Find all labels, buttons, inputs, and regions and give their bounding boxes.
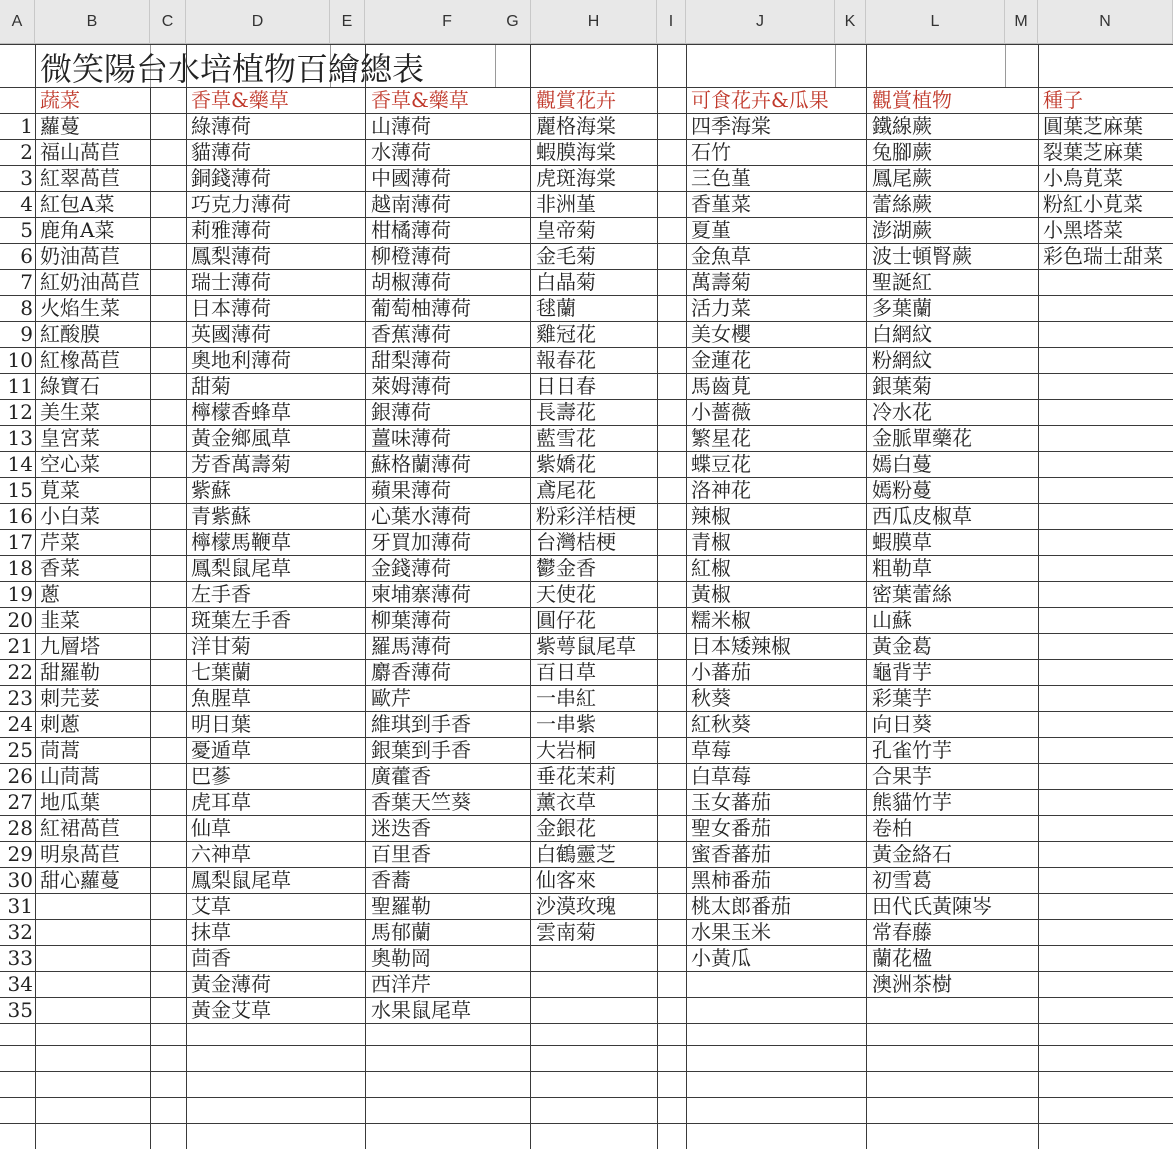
plant-cell[interactable]: 鳶尾花 (536, 478, 596, 502)
plant-cell[interactable]: 麝香薄荷 (371, 660, 451, 684)
plant-cell[interactable]: 合果芋 (872, 764, 932, 788)
plant-cell[interactable]: 柬埔寨薄荷 (371, 582, 471, 606)
row-divider (0, 945, 1173, 946)
plant-cell[interactable]: 芳香萬壽菊 (191, 452, 291, 476)
plant-cell[interactable]: 紫萼鼠尾草 (536, 634, 636, 658)
plant-cell[interactable]: 白鶴靈芝 (536, 842, 616, 866)
plant-cell[interactable]: 聖羅勒 (371, 894, 431, 918)
plant-cell[interactable]: 百日草 (536, 660, 596, 684)
plant-cell[interactable]: 維琪到手香 (371, 712, 471, 736)
column-divider (866, 44, 867, 1149)
plant-cell[interactable]: 奧地利薄荷 (191, 348, 291, 372)
row-divider (0, 1097, 1173, 1098)
row-number: 7 (20, 270, 33, 294)
row-number: 35 (7, 998, 33, 1022)
row-number: 24 (7, 712, 33, 736)
plant-cell[interactable]: 小黑塔菜 (1043, 218, 1123, 242)
plant-cell[interactable]: 繁星花 (691, 426, 751, 450)
plant-cell[interactable]: 熊貓竹芋 (872, 790, 952, 814)
plant-cell[interactable]: 皇帝菊 (536, 218, 596, 242)
row-number: 13 (7, 426, 33, 450)
column-divider (365, 44, 366, 1149)
row-number: 16 (7, 504, 33, 528)
plant-cell[interactable]: 水薄荷 (371, 140, 431, 164)
plant-cell[interactable]: 歐芹 (371, 686, 411, 710)
plant-cell[interactable]: 紫蘇 (191, 478, 231, 502)
category-header[interactable]: 觀賞花卉 (536, 88, 616, 112)
plant-cell[interactable]: 蜜香蕃茄 (691, 842, 771, 866)
plant-cell[interactable]: 虎斑海棠 (536, 166, 616, 190)
plant-cell[interactable]: 圓仔花 (536, 608, 596, 632)
plant-cell[interactable]: 蝦膜海棠 (536, 140, 616, 164)
plant-cell[interactable]: 黃金艾草 (191, 998, 271, 1022)
plant-cell[interactable]: 莧菜 (40, 478, 80, 502)
row-number: 12 (7, 400, 33, 424)
plant-cell[interactable]: 玉女蕃茄 (691, 790, 771, 814)
plant-cell[interactable]: 圓葉芝麻葉 (1043, 114, 1143, 138)
plant-cell[interactable]: 綠薄荷 (191, 114, 251, 138)
row-number: 19 (7, 582, 33, 606)
plant-cell[interactable]: 紅酸膜 (40, 322, 100, 346)
plant-cell[interactable]: 福山萵苣 (40, 140, 120, 164)
plant-cell[interactable]: 虎耳草 (191, 790, 251, 814)
plant-cell[interactable]: 西瓜皮椒草 (872, 504, 972, 528)
row-number: 26 (7, 764, 33, 788)
column-header-i[interactable]: I (657, 0, 686, 44)
plant-cell[interactable]: 金毛菊 (536, 244, 596, 268)
row-number: 14 (7, 452, 33, 476)
plant-cell[interactable]: 越南薄荷 (371, 192, 451, 216)
plant-cell[interactable]: 裂葉芝麻葉 (1043, 140, 1143, 164)
plant-cell[interactable]: 美生菜 (40, 400, 100, 424)
plant-cell[interactable]: 九層塔 (40, 634, 100, 658)
plant-cell[interactable]: 地瓜葉 (40, 790, 100, 814)
plant-cell[interactable]: 紅橡萵苣 (40, 348, 120, 372)
plant-cell[interactable]: 韭菜 (40, 608, 80, 632)
row-number: 9 (20, 322, 33, 346)
plant-cell[interactable]: 香蕉薄荷 (371, 322, 451, 346)
plant-cell[interactable]: 日本矮辣椒 (691, 634, 791, 658)
plant-cell[interactable]: 紅椒 (691, 556, 731, 580)
plant-cell[interactable]: 紅秋葵 (691, 712, 751, 736)
plant-cell[interactable]: 六神草 (191, 842, 251, 866)
plant-cell[interactable]: 兔腳蕨 (872, 140, 932, 164)
plant-cell[interactable]: 波士頓腎蕨 (872, 244, 972, 268)
column-header-m[interactable]: M (1005, 0, 1038, 44)
plant-cell[interactable]: 嫣白蔓 (872, 452, 932, 476)
plant-cell[interactable]: 聖女番茄 (691, 816, 771, 840)
plant-cell[interactable]: 小鳥莧菜 (1043, 166, 1123, 190)
plant-cell[interactable]: 英國薄荷 (191, 322, 271, 346)
plant-cell[interactable]: 蝶豆花 (691, 452, 751, 476)
plant-cell[interactable]: 奶油萵苣 (40, 244, 120, 268)
plant-cell[interactable]: 澳洲茶樹 (872, 972, 952, 996)
plant-cell[interactable]: 常春藤 (872, 920, 932, 944)
plant-cell[interactable]: 麗格海棠 (536, 114, 616, 138)
plant-cell[interactable]: 龜背芋 (872, 660, 932, 684)
plant-cell[interactable]: 抹草 (191, 920, 231, 944)
column-header-k[interactable]: K (835, 0, 866, 44)
plant-cell[interactable]: 斑葉左手香 (191, 608, 291, 632)
plant-cell[interactable]: 大岩桐 (536, 738, 596, 762)
row-number: 18 (7, 556, 33, 580)
plant-cell[interactable]: 葡萄柚薄荷 (371, 296, 471, 320)
plant-cell[interactable]: 孔雀竹芋 (872, 738, 952, 762)
row-number: 32 (7, 920, 33, 944)
plant-cell[interactable]: 黑柿番茄 (691, 868, 771, 892)
plant-cell[interactable]: 日本薄荷 (191, 296, 271, 320)
plant-cell[interactable]: 金魚草 (691, 244, 751, 268)
plant-cell[interactable]: 小白菜 (40, 504, 100, 528)
column-divider (835, 44, 836, 87)
row-number: 34 (7, 972, 33, 996)
row-divider (0, 1071, 1173, 1072)
plant-cell[interactable]: 仙客來 (536, 868, 596, 892)
plant-cell[interactable]: 鳳梨鼠尾草 (191, 868, 291, 892)
plant-cell[interactable]: 巧克力薄荷 (191, 192, 291, 216)
plant-cell[interactable]: 沙漠玫瑰 (536, 894, 616, 918)
plant-cell[interactable]: 柳葉薄荷 (371, 608, 451, 632)
plant-cell[interactable]: 羅馬薄荷 (371, 634, 451, 658)
row-number: 20 (7, 608, 33, 632)
plant-cell[interactable]: 聖誕紅 (872, 270, 932, 294)
plant-cell[interactable]: 青椒 (691, 530, 731, 554)
plant-cell[interactable]: 萊姆薄荷 (371, 374, 451, 398)
plant-cell[interactable]: 冷水花 (872, 400, 932, 424)
plant-cell[interactable]: 奧勒岡 (371, 946, 431, 970)
plant-cell[interactable]: 紅包A菜 (40, 192, 115, 216)
plant-cell[interactable]: 牙買加薄荷 (371, 530, 471, 554)
plant-cell[interactable]: 馬郁蘭 (371, 920, 431, 944)
plant-cell[interactable]: 小蕃茄 (691, 660, 751, 684)
row-divider (0, 971, 1173, 972)
plant-cell[interactable]: 蘋果薄荷 (371, 478, 451, 502)
plant-cell[interactable]: 刺蔥 (40, 712, 80, 736)
plant-cell[interactable]: 台灣桔梗 (536, 530, 616, 554)
plant-cell[interactable]: 初雪葛 (872, 868, 932, 892)
plant-cell[interactable]: 黃金葛 (872, 634, 932, 658)
column-divider (495, 44, 496, 87)
plant-cell[interactable]: 空心菜 (40, 452, 100, 476)
category-header[interactable]: 香草&藥草 (371, 88, 469, 112)
plant-cell[interactable]: 鬱金香 (536, 556, 596, 580)
plant-cell[interactable]: 紅奶油萵苣 (40, 270, 140, 294)
plant-cell[interactable]: 水果玉米 (691, 920, 771, 944)
row-number: 28 (7, 816, 33, 840)
plant-cell[interactable]: 洋甘菊 (191, 634, 251, 658)
row-number: 22 (7, 660, 33, 684)
plant-cell[interactable]: 甜心蘿蔓 (40, 868, 120, 892)
plant-cell[interactable]: 綠寶石 (40, 374, 100, 398)
plant-cell[interactable]: 七葉蘭 (191, 660, 251, 684)
column-divider (1005, 44, 1006, 87)
column-divider (186, 44, 187, 1149)
plant-cell[interactable]: 小黃瓜 (691, 946, 751, 970)
plant-cell[interactable]: 艾草 (191, 894, 231, 918)
plant-cell[interactable]: 魚腥草 (191, 686, 251, 710)
plant-cell[interactable]: 蔥 (40, 582, 60, 606)
plant-cell[interactable]: 活力菜 (691, 296, 751, 320)
plant-cell[interactable]: 粉紅小莧菜 (1043, 192, 1143, 216)
column-divider (686, 44, 687, 1149)
plant-cell[interactable]: 粉彩洋桔梗 (536, 504, 636, 528)
category-header[interactable]: 觀賞植物 (872, 88, 952, 112)
plant-cell[interactable]: 草莓 (691, 738, 731, 762)
plant-cell[interactable]: 檸檬香蜂草 (191, 400, 291, 424)
column-divider (1038, 44, 1039, 1149)
plant-cell[interactable]: 香葉天竺葵 (371, 790, 471, 814)
row-divider (0, 1045, 1173, 1046)
row-number: 30 (7, 868, 33, 892)
plant-cell[interactable]: 黃椒 (691, 582, 731, 606)
plant-cell[interactable]: 金銀花 (536, 816, 596, 840)
plant-cell[interactable]: 茴香 (191, 946, 231, 970)
plant-cell[interactable]: 白晶菊 (536, 270, 596, 294)
plant-cell[interactable]: 鳳尾蕨 (872, 166, 932, 190)
plant-cell[interactable]: 水果鼠尾草 (371, 998, 471, 1022)
plant-cell[interactable]: 白網紋 (872, 322, 932, 346)
plant-cell[interactable]: 小薔薇 (691, 400, 751, 424)
column-header-n[interactable]: N (1038, 0, 1173, 44)
plant-cell[interactable]: 石竹 (691, 140, 731, 164)
row-divider (0, 44, 1173, 45)
plant-cell[interactable]: 貓薄荷 (191, 140, 251, 164)
row-number: 25 (7, 738, 33, 762)
category-header[interactable]: 蔬菜 (40, 88, 80, 112)
column-header-c[interactable]: C (150, 0, 186, 44)
plant-cell[interactable]: 鐵線蕨 (872, 114, 932, 138)
row-number: 11 (7, 374, 33, 398)
plant-cell[interactable]: 蘇格蘭薄荷 (371, 452, 471, 476)
plant-cell[interactable]: 彩色瑞士甜菜 (1043, 244, 1163, 268)
plant-cell[interactable]: 巴蔘 (191, 764, 231, 788)
plant-cell[interactable]: 蘿蔓 (40, 114, 80, 138)
row-number: 21 (7, 634, 33, 658)
plant-cell[interactable]: 金脈單藥花 (872, 426, 972, 450)
plant-cell[interactable]: 鹿角A菜 (40, 218, 115, 242)
plant-cell[interactable]: 粉網紋 (872, 348, 932, 372)
column-divider (657, 44, 658, 1149)
row-divider (0, 1123, 1173, 1124)
row-number: 31 (7, 894, 33, 918)
plant-cell[interactable]: 百里香 (371, 842, 431, 866)
plant-cell[interactable]: 四季海棠 (691, 114, 771, 138)
plant-cell[interactable]: 鳳梨薄荷 (191, 244, 271, 268)
plant-cell[interactable]: 蘭花楹 (872, 946, 932, 970)
plant-cell[interactable]: 蕾絲蕨 (872, 192, 932, 216)
plant-cell[interactable]: 迷迭香 (371, 816, 431, 840)
plant-cell[interactable]: 芹菜 (40, 530, 80, 554)
plant-cell[interactable]: 田代氏黃陳岑 (872, 894, 992, 918)
column-header-l[interactable]: L (866, 0, 1005, 44)
category-header[interactable]: 香草&藥草 (191, 88, 289, 112)
row-divider (0, 295, 1173, 296)
row-divider (0, 1023, 1173, 1024)
plant-cell[interactable]: 黃金薄荷 (191, 972, 271, 996)
plant-cell[interactable]: 香堇菜 (691, 192, 751, 216)
plant-cell[interactable]: 秋葵 (691, 686, 731, 710)
column-header-d[interactable]: D (186, 0, 330, 44)
row-number: 10 (7, 348, 33, 372)
plant-cell[interactable]: 香蕎 (371, 868, 411, 892)
column-header-f[interactable]: F (365, 0, 530, 44)
row-number: 3 (20, 166, 33, 190)
plant-cell[interactable]: 檸檬馬鞭草 (191, 530, 291, 554)
plant-cell[interactable]: 長壽花 (536, 400, 596, 424)
row-number: 33 (7, 946, 33, 970)
plant-cell[interactable]: 澎湖蕨 (872, 218, 932, 242)
plant-cell[interactable]: 紫嬌花 (536, 452, 596, 476)
plant-cell[interactable]: 密葉蕾絲 (872, 582, 952, 606)
plant-cell[interactable]: 一串紅 (536, 686, 596, 710)
plant-cell[interactable]: 日日春 (536, 374, 596, 398)
plant-cell[interactable]: 薑味薄荷 (371, 426, 451, 450)
plant-cell[interactable]: 夏堇 (691, 218, 731, 242)
plant-cell[interactable]: 甜羅勒 (40, 660, 100, 684)
row-number: 5 (20, 218, 33, 242)
plant-cell[interactable]: 三色堇 (691, 166, 751, 190)
plant-cell[interactable]: 火焰生菜 (40, 296, 120, 320)
plant-cell[interactable]: 金錢薄荷 (371, 556, 451, 580)
plant-cell[interactable]: 辣椒 (691, 504, 731, 528)
plant-cell[interactable]: 天使花 (536, 582, 596, 606)
plant-cell[interactable]: 山薄荷 (371, 114, 431, 138)
category-header[interactable]: 可食花卉&瓜果 (691, 88, 829, 112)
plant-cell[interactable]: 仙草 (191, 816, 231, 840)
plant-cell[interactable]: 卷柏 (872, 816, 912, 840)
plant-cell[interactable]: 明泉萵苣 (40, 842, 120, 866)
plant-cell[interactable]: 茼蒿 (40, 738, 80, 762)
row-number: 29 (7, 842, 33, 866)
plant-cell[interactable]: 鳳梨鼠尾草 (191, 556, 291, 580)
plant-cell[interactable]: 銀薄荷 (371, 400, 431, 424)
plant-cell[interactable]: 雞冠花 (536, 322, 596, 346)
plant-cell[interactable]: 山蘇 (872, 608, 912, 632)
plant-cell[interactable]: 美女櫻 (691, 322, 751, 346)
plant-cell[interactable]: 皇宮菜 (40, 426, 100, 450)
plant-cell[interactable]: 胡椒薄荷 (371, 270, 451, 294)
plant-cell[interactable]: 中國薄荷 (371, 166, 451, 190)
plant-cell[interactable]: 西洋芹 (371, 972, 431, 996)
plant-cell[interactable]: 銅錢薄荷 (191, 166, 271, 190)
row-number: 23 (7, 686, 33, 710)
plant-cell[interactable]: 紅裙萵苣 (40, 816, 120, 840)
plant-cell[interactable]: 柳橙薄荷 (371, 244, 451, 268)
plant-cell[interactable]: 明日葉 (191, 712, 251, 736)
column-divider (35, 44, 36, 1149)
sheet-title[interactable]: 微笑陽台水培植物百繪總表 (40, 50, 425, 88)
column-header-b[interactable]: B (35, 0, 150, 44)
plant-cell[interactable]: 青紫蘇 (191, 504, 251, 528)
plant-cell[interactable]: 瑞士薄荷 (191, 270, 271, 294)
plant-cell[interactable]: 萬壽菊 (691, 270, 751, 294)
column-header-a[interactable]: A (0, 0, 35, 44)
column-divider (150, 44, 151, 1149)
plant-cell[interactable]: 莉雅薄荷 (191, 218, 271, 242)
row-number: 17 (7, 530, 33, 554)
plant-cell[interactable]: 銀葉菊 (872, 374, 932, 398)
row-number: 1 (20, 114, 33, 138)
plant-cell[interactable]: 毬蘭 (536, 296, 576, 320)
plant-cell[interactable]: 甜菊 (191, 374, 231, 398)
plant-cell[interactable]: 馬齒莧 (691, 374, 751, 398)
row-number: 15 (7, 478, 33, 502)
plant-cell[interactable]: 報春花 (536, 348, 596, 372)
plant-cell[interactable]: 山茼蒿 (40, 764, 100, 788)
plant-cell[interactable]: 黃金絡石 (872, 842, 952, 866)
plant-cell[interactable]: 雲南菊 (536, 920, 596, 944)
plant-cell[interactable]: 銀葉到手香 (371, 738, 471, 762)
column-divider (530, 44, 531, 1149)
plant-cell[interactable]: 垂花茉莉 (536, 764, 616, 788)
plant-cell[interactable]: 彩葉芋 (872, 686, 932, 710)
plant-cell[interactable]: 黃金鄉風草 (191, 426, 291, 450)
plant-cell[interactable]: 粗勒草 (872, 556, 932, 580)
plant-cell[interactable]: 向日葵 (872, 712, 932, 736)
plant-cell[interactable]: 多葉蘭 (872, 296, 932, 320)
plant-cell[interactable]: 藍雪花 (536, 426, 596, 450)
plant-cell[interactable]: 桃太郎番茄 (691, 894, 791, 918)
plant-cell[interactable]: 白草莓 (691, 764, 751, 788)
column-header-h[interactable]: H (531, 0, 657, 44)
plant-cell[interactable]: 糯米椒 (691, 608, 751, 632)
plant-cell[interactable]: 甜梨薄荷 (371, 348, 451, 372)
category-header[interactable]: 種子 (1043, 88, 1083, 112)
plant-cell[interactable]: 心葉水薄荷 (371, 504, 471, 528)
row-number: 6 (20, 244, 33, 268)
row-number: 8 (20, 296, 33, 320)
plant-cell[interactable]: 刺芫荽 (40, 686, 100, 710)
plant-cell[interactable]: 蝦膜草 (872, 530, 932, 554)
plant-cell[interactable]: 紅翠萵苣 (40, 166, 120, 190)
row-number: 4 (20, 192, 33, 216)
column-header-g[interactable]: G (495, 0, 531, 44)
plant-cell[interactable]: 香菜 (40, 556, 80, 580)
plant-cell[interactable]: 洛神花 (691, 478, 751, 502)
row-number: 27 (7, 790, 33, 814)
plant-cell[interactable]: 一串紫 (536, 712, 596, 736)
plant-cell[interactable]: 薰衣草 (536, 790, 596, 814)
plant-cell[interactable]: 柑橘薄荷 (371, 218, 451, 242)
plant-cell[interactable]: 非洲堇 (536, 192, 596, 216)
row-divider (0, 997, 1173, 998)
column-header-e[interactable]: E (330, 0, 365, 44)
plant-cell[interactable]: 廣藿香 (371, 764, 431, 788)
plant-cell[interactable]: 憂遁草 (191, 738, 251, 762)
column-header-j[interactable]: J (686, 0, 835, 44)
row-number: 2 (20, 140, 33, 164)
plant-cell[interactable]: 左手香 (191, 582, 251, 606)
plant-cell[interactable]: 金蓮花 (691, 348, 751, 372)
plant-cell[interactable]: 嫣粉蔓 (872, 478, 932, 502)
